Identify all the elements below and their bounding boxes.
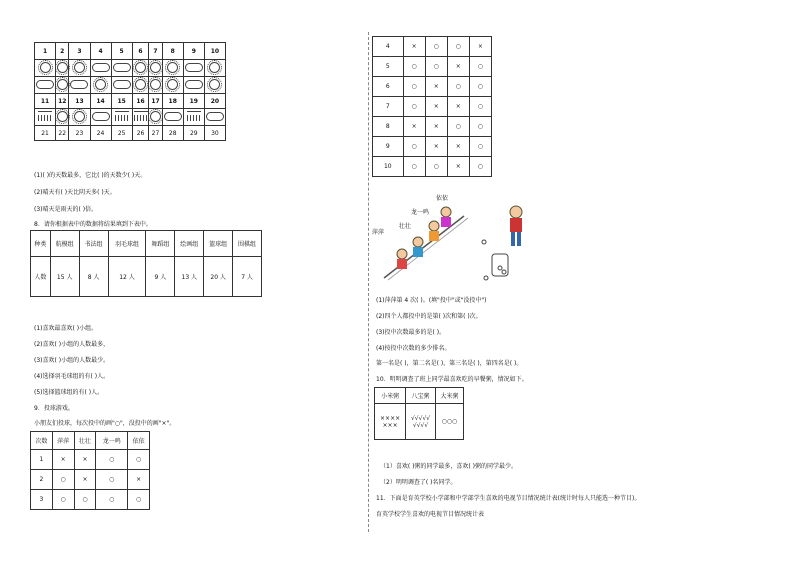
cloud-icon: [185, 80, 203, 89]
q7-line-1: (1)( )的天数最多，它比( )的天数少( )天。: [34, 172, 147, 179]
kid-yiyi: [441, 207, 451, 227]
calendar-weather-row-2: [35, 109, 226, 126]
sun-icon: [74, 111, 85, 122]
q9-row: [373, 77, 492, 97]
q9-cell: ×: [425, 97, 447, 117]
q9-cell: 6: [373, 77, 404, 97]
q10-title: 10．明明调查了班上同学最喜欢吃的早餐粥，情况如下。: [376, 376, 528, 383]
sun-icon: [74, 62, 85, 73]
q9-cell: ○: [469, 57, 491, 77]
q9-cell: ○: [447, 77, 469, 97]
q9-cell: ○: [128, 450, 150, 470]
q9-table-right: [372, 36, 492, 177]
ball-in-air: [482, 240, 486, 244]
q9-cell: ○: [52, 470, 74, 490]
q9-row: [373, 97, 492, 117]
calendar-day: 19: [183, 94, 204, 109]
calendar-weather-row-1: [35, 60, 226, 77]
calendar-weather: [90, 60, 111, 77]
calendar-days-row-3: [35, 126, 226, 141]
calendar-weather: [56, 77, 69, 94]
q8-value-cell: 7 人: [233, 257, 262, 297]
calendar-day: 12: [56, 94, 69, 109]
q8-line-1: (1)喜欢最喜欢( )小组。: [34, 325, 98, 332]
calendar-weather: [90, 109, 111, 126]
q9-cell: 1: [31, 450, 53, 470]
ball-in-basket-2: [502, 270, 506, 274]
calendar-day: 1: [35, 43, 56, 60]
q9-cell: ×: [52, 450, 74, 470]
calendar-day: 21: [35, 126, 56, 141]
calendar-day: 20: [204, 94, 225, 109]
q8-value-cell: 12 人: [108, 257, 146, 297]
calendar-weather: [162, 60, 183, 77]
calendar-day: 28: [162, 126, 183, 141]
weather-calendar: [34, 42, 226, 141]
q9-cell: ○: [469, 77, 491, 97]
rain-icon: [134, 111, 148, 121]
calendar-day: 10: [204, 43, 225, 60]
q9-cell: ×: [403, 37, 425, 57]
sun-icon: [150, 79, 161, 90]
calendar-day: 24: [90, 126, 111, 141]
q10-header-cell: 八宝粥: [406, 388, 436, 404]
calendar-weather: [35, 109, 56, 126]
q9-row: [373, 157, 492, 177]
q9-table-left: [30, 431, 150, 510]
calendar-weather: [162, 77, 183, 94]
q8-header-cell: 围棋组: [233, 231, 262, 257]
calendar-weather: [35, 60, 56, 77]
sun-icon: [135, 79, 146, 90]
q8-values-row: [31, 257, 262, 297]
q9-cell: ×: [74, 470, 96, 490]
q8-line-2: (2)喜欢( )小组的人数最多，: [34, 341, 110, 348]
q8-table: [30, 230, 262, 297]
q9-line-1: (1)萍萍第 4 次( )。(填"投中"或"没投中"): [376, 297, 487, 304]
calendar-day: 16: [132, 94, 149, 109]
q9-header-cell: 龙一鸣: [96, 432, 128, 450]
q9-row: [373, 137, 492, 157]
cloud-icon: [92, 112, 110, 121]
q8-value-cell: 人数: [31, 257, 51, 297]
calendar-weather: [132, 109, 149, 126]
cloud-icon: [70, 80, 88, 89]
cloud-icon: [113, 80, 131, 89]
q7-line-2: (2)晴天有( )天比阴天多( )天。: [34, 189, 116, 196]
sun-icon: [135, 62, 146, 73]
calendar-day: 18: [162, 94, 183, 109]
q9-cell: ○: [128, 490, 150, 510]
q9-cell: ○: [96, 470, 128, 490]
calendar-weather: [35, 77, 56, 94]
q9-cell: ×: [469, 37, 491, 57]
q9-cell: 4: [373, 37, 404, 57]
q9-header-cell: 壮壮: [74, 432, 96, 450]
calendar-day: 23: [69, 126, 90, 141]
label-longyiming: 龙一鸣: [411, 209, 430, 216]
q8-header-cell: 绘画组: [175, 231, 204, 257]
calendar-weather-row-1b: [35, 77, 226, 94]
q9-description: 小朋友们投球，每次投中的画"○"，没投中的画"×"。: [34, 420, 176, 427]
q9-line-5: 第一名是( )，第二名是( )，第三名是( )，第四名是( )。: [376, 360, 523, 367]
q9-header-cell: 次数: [31, 432, 53, 450]
rain-icon: [187, 111, 201, 121]
calendar-day: 29: [183, 126, 204, 141]
q9-cell: ○: [425, 37, 447, 57]
q10-header-cell: 大米粥: [435, 388, 463, 404]
q9-header-cell: 依依: [128, 432, 150, 450]
q9-line-4: (4)按投中次数的多少排名。: [376, 345, 451, 352]
q9-cell: ○: [469, 117, 491, 137]
calendar-weather: [183, 77, 204, 94]
q9-cell: ×: [128, 470, 150, 490]
calendar-day: 17: [149, 94, 162, 109]
q9-cell: ×: [447, 97, 469, 117]
q8-header-cell: 舞蹈组: [146, 231, 175, 257]
calendar-weather: [56, 60, 69, 77]
cloud-icon: [164, 112, 182, 121]
calendar-day: 9: [183, 43, 204, 60]
q8-value-cell: 13 人: [175, 257, 204, 297]
q9-line-3: (3)投中次数最多的是( )。: [376, 329, 446, 336]
q9-cell: ×: [403, 117, 425, 137]
q8-header-cell: 航模组: [50, 231, 79, 257]
sun-icon: [95, 79, 106, 90]
q8-value-cell: 15 人: [50, 257, 79, 297]
q9-cell: ○: [74, 490, 96, 510]
q9-row: [373, 117, 492, 137]
q10-table: [374, 387, 464, 440]
q9-cell: ○: [469, 137, 491, 157]
label-yiyi: 依依: [436, 195, 449, 202]
q10-header-row: [375, 388, 464, 404]
calendar-day: 30: [204, 126, 225, 141]
calendar-weather: [111, 60, 132, 77]
ball-in-basket-1: [498, 266, 502, 270]
q8-title: 8．请你根据表中的数据将结果填到下表中。: [34, 221, 152, 228]
q9-title: 9．投球游戏。: [34, 405, 74, 412]
q9-cell: ○: [425, 57, 447, 77]
q10-line-1: （1）喜欢( )粥的同学最多，喜欢( )粥的同学最少。: [380, 463, 517, 470]
calendar-weather: [204, 77, 225, 94]
calendar-weather: [149, 77, 162, 94]
calendar-weather: [149, 109, 162, 126]
slope-line: [384, 216, 464, 278]
sun-icon: [57, 62, 68, 73]
kid-standing: [510, 206, 522, 246]
q8-value-cell: 8 人: [79, 257, 108, 297]
sun-icon: [167, 79, 178, 90]
cloud-icon: [92, 63, 110, 72]
q8-header-row: [31, 231, 262, 257]
q9-cell: ○: [96, 450, 128, 470]
q9-row: [31, 490, 150, 510]
calendar-days-row-2: [35, 94, 226, 109]
calendar-weather: [183, 60, 204, 77]
q9-cell: 3: [31, 490, 53, 510]
q9-cell: 10: [373, 157, 404, 177]
q9-cell: ×: [425, 77, 447, 97]
q9-cell: ×: [447, 157, 469, 177]
q9-cell: ○: [403, 97, 425, 117]
q9-cell: ○: [425, 157, 447, 177]
q8-line-3: (3)喜欢( )小组的人数最少。: [34, 357, 110, 364]
q11-title: 11．下面是育英学校小学部和中学部学生喜欢的电视节目情况统计表(统计时每人只能选一种节目)。: [376, 495, 641, 502]
cloud-icon: [113, 63, 131, 72]
q9-cell: 8: [373, 117, 404, 137]
calendar-weather: [111, 77, 132, 94]
q9-cell: ×: [447, 137, 469, 157]
q8-header-cell: 种类: [31, 231, 51, 257]
q8-value-cell: 20 人: [204, 257, 233, 297]
cloud-icon: [36, 80, 54, 89]
ball-ground-1: [484, 276, 488, 280]
q9-row: [373, 57, 492, 77]
q8-line-5: (5)选择篮球组的有( )人。: [34, 389, 104, 396]
rain-icon: [115, 111, 129, 121]
calendar-day: 14: [90, 94, 111, 109]
q9-cell: ○: [52, 490, 74, 510]
q9-cell: ○: [447, 37, 469, 57]
q9-cell: ○: [403, 57, 425, 77]
calendar-day: 4: [90, 43, 111, 60]
q8-header-cell: 羽毛球组: [108, 231, 146, 257]
calendar-weather: [69, 60, 90, 77]
q9-cell: ×: [425, 137, 447, 157]
q7-line-3: (3)晴天是雨天的( )倍。: [34, 206, 98, 213]
q9-cell: ×: [425, 117, 447, 137]
calendar-day: 8: [162, 43, 183, 60]
calendar-weather: [149, 60, 162, 77]
cloud-icon: [206, 112, 224, 121]
kid-longyiming: [429, 221, 439, 241]
sun-icon: [209, 62, 220, 73]
calendar-weather: [69, 109, 90, 126]
q10-line-2: （2）明明调查了( )名同学。: [380, 479, 457, 486]
calendar-day: 6: [132, 43, 149, 60]
calendar-day: 25: [111, 126, 132, 141]
q9-cell: ○: [403, 157, 425, 177]
sun-icon: [150, 111, 161, 122]
q9-row: [373, 37, 492, 57]
q11-subtitle: 育英学校学生喜欢的电视节目情况统计表: [376, 511, 485, 518]
calendar-day: 13: [69, 94, 90, 109]
calendar-day: 3: [69, 43, 90, 60]
calendar-day: 15: [111, 94, 132, 109]
calendar-weather: [90, 77, 111, 94]
calendar-day: 26: [132, 126, 149, 141]
label-zhuangzhuang: 壮壮: [399, 223, 412, 230]
q9-cell: ○: [403, 137, 425, 157]
calendar-weather: [183, 109, 204, 126]
calendar-day: 5: [111, 43, 132, 60]
q10-header-cell: 小米粥: [375, 388, 406, 404]
calendar-day: 2: [56, 43, 69, 60]
calendar-day: 11: [35, 94, 56, 109]
rain-icon: [38, 111, 52, 121]
q9-row: [31, 450, 150, 470]
calendar-day: 7: [149, 43, 162, 60]
cloud-icon: [185, 63, 203, 72]
q9-cell: ×: [74, 450, 96, 470]
sun-icon: [57, 79, 68, 90]
calendar-days-row-1: [35, 43, 226, 60]
q10-cell: √√√√√ √√√√: [406, 404, 436, 440]
calendar-day: 27: [149, 126, 162, 141]
q9-cell: ○: [469, 157, 491, 177]
q10-cell: ○○○: [435, 404, 463, 440]
sun-icon: [167, 62, 178, 73]
label-pingping: 萍萍: [372, 229, 385, 236]
sun-icon: [150, 62, 161, 73]
column-divider: [368, 32, 369, 532]
q8-value-cell: 9 人: [146, 257, 175, 297]
calendar-day: 22: [56, 126, 69, 141]
calendar-weather: [132, 60, 149, 77]
q9-cell: 7: [373, 97, 404, 117]
q8-header-cell: 书法组: [79, 231, 108, 257]
calendar-weather: [69, 77, 90, 94]
q9-cell: 9: [373, 137, 404, 157]
sun-icon: [57, 111, 68, 122]
calendar-weather: [132, 77, 149, 94]
q8-line-4: (4)选择羽毛球组的有( )人。: [34, 373, 110, 380]
q9-cell: ×: [447, 57, 469, 77]
q9-cell: 2: [31, 470, 53, 490]
ball-throwing-figure: [374, 190, 534, 282]
kid-pingping: [397, 249, 407, 269]
q9-cell: 5: [373, 57, 404, 77]
calendar-weather: [111, 109, 132, 126]
q9-row: [31, 470, 150, 490]
q8-header-cell: 篮球组: [204, 231, 233, 257]
q9-cell: ○: [96, 490, 128, 510]
sun-icon: [209, 79, 220, 90]
kid-zhuangzhuang: [413, 237, 423, 257]
calendar-weather: [162, 109, 183, 126]
q9-line-2: (2)四个人都投中的是第( )次和第( )次。: [376, 313, 482, 320]
q10-cell: ×××× ×××: [375, 404, 406, 440]
q9-cell: ○: [469, 97, 491, 117]
q9-cell: ○: [447, 117, 469, 137]
calendar-weather: [204, 60, 225, 77]
calendar-weather: [204, 109, 225, 126]
q9-header-cell: 萍萍: [52, 432, 74, 450]
q10-cells-row: [375, 404, 464, 440]
calendar-weather: [56, 109, 69, 126]
sun-icon: [40, 62, 51, 73]
q9-cell: ○: [403, 77, 425, 97]
q9-header-row: [31, 432, 150, 450]
